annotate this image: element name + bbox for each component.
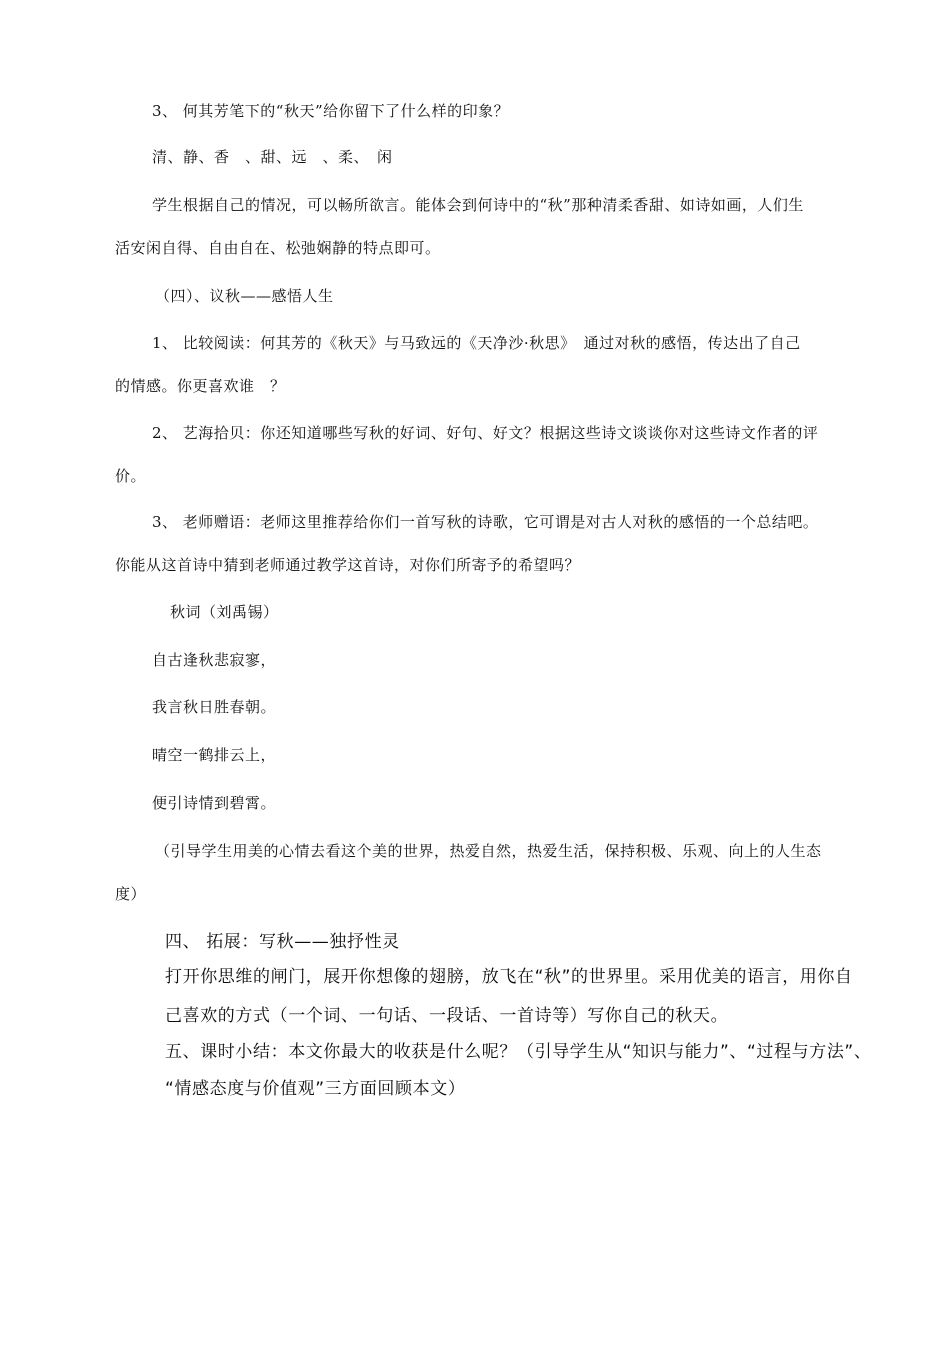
poem-title: 秋词（刘禹锡） <box>170 603 279 621</box>
poem-line-4: 便引诗情到碧霄。 <box>152 794 277 812</box>
explanation-line-1: 学生根据自己的情况，可以畅所欲言。能体会到何诗中的“秋”那种清柔香甜、如诗如画，人们生 <box>152 196 804 214</box>
extension-line-2: 己喜欢的方式（一个词、一句话、一段话、一首诗等）写你自己的秋天。 <box>165 1006 729 1026</box>
answer-keywords: 清、静、香 、甜、远 、柔、 闲 <box>152 148 393 166</box>
section-extension-heading: 四、 拓展：写秋——独抒性灵 <box>165 932 400 952</box>
section-4-heading: （四）、议秋——感悟人生 <box>155 287 334 305</box>
item-3-line-1: 3、 老师赠语：老师这里推荐给你们一首写秋的诗歌，它可谓是对古人对秋的感悟的一个总结吧。 <box>152 513 819 531</box>
poem-line-2: 我言秋日胜春朝。 <box>152 698 277 716</box>
poem-line-3: 晴空一鹤排云上， <box>152 746 277 764</box>
item-2-line-2: 价。 <box>115 467 147 485</box>
guidance-line-1: （引导学生用美的心情去看这个美的世界，热爱自然，热爱生活，保持积极、乐观、向上的人生态 <box>155 842 822 860</box>
question-3-impression: 3、 何其芳笔下的“秋天”给你留下了什么样的印象？ <box>152 102 510 120</box>
item-1-line-2: 的情感。你更喜欢谁 ？ <box>115 377 286 395</box>
guidance-line-2: 度） <box>115 885 147 903</box>
summary-line-1: 五、课时小结：本文你最大的收获是什么呢？（引导学生从“知识与能力”、“过程与方法”、 <box>165 1042 872 1062</box>
item-1-line-1: 1、 比较阅读：何其芳的《秋天》与马致远的《天净沙·秋思》 通过对秋的感悟，传达出了自己 <box>152 334 801 352</box>
item-2-line-1: 2、 艺海拾贝：你还知道哪些写秋的好词、好句、好文？根据这些诗文谈谈你对这些诗文作者的评 <box>152 424 819 442</box>
poem-line-1: 自古逢秋悲寂寥， <box>152 651 277 669</box>
summary-line-2: “情感态度与价值观”三方面回顾本文） <box>165 1079 466 1099</box>
extension-line-1: 打开你思维的闸门，展开你想像的翅膀，放飞在“秋”的世界里。采用优美的语言，用你自 <box>165 967 853 987</box>
item-3-line-2: 你能从这首诗中猜到老师通过教学这首诗，对你们所寄予的希望吗？ <box>115 556 581 574</box>
explanation-line-2: 活安闲自得、自由自在、松弛娴静的特点即可。 <box>115 239 441 257</box>
